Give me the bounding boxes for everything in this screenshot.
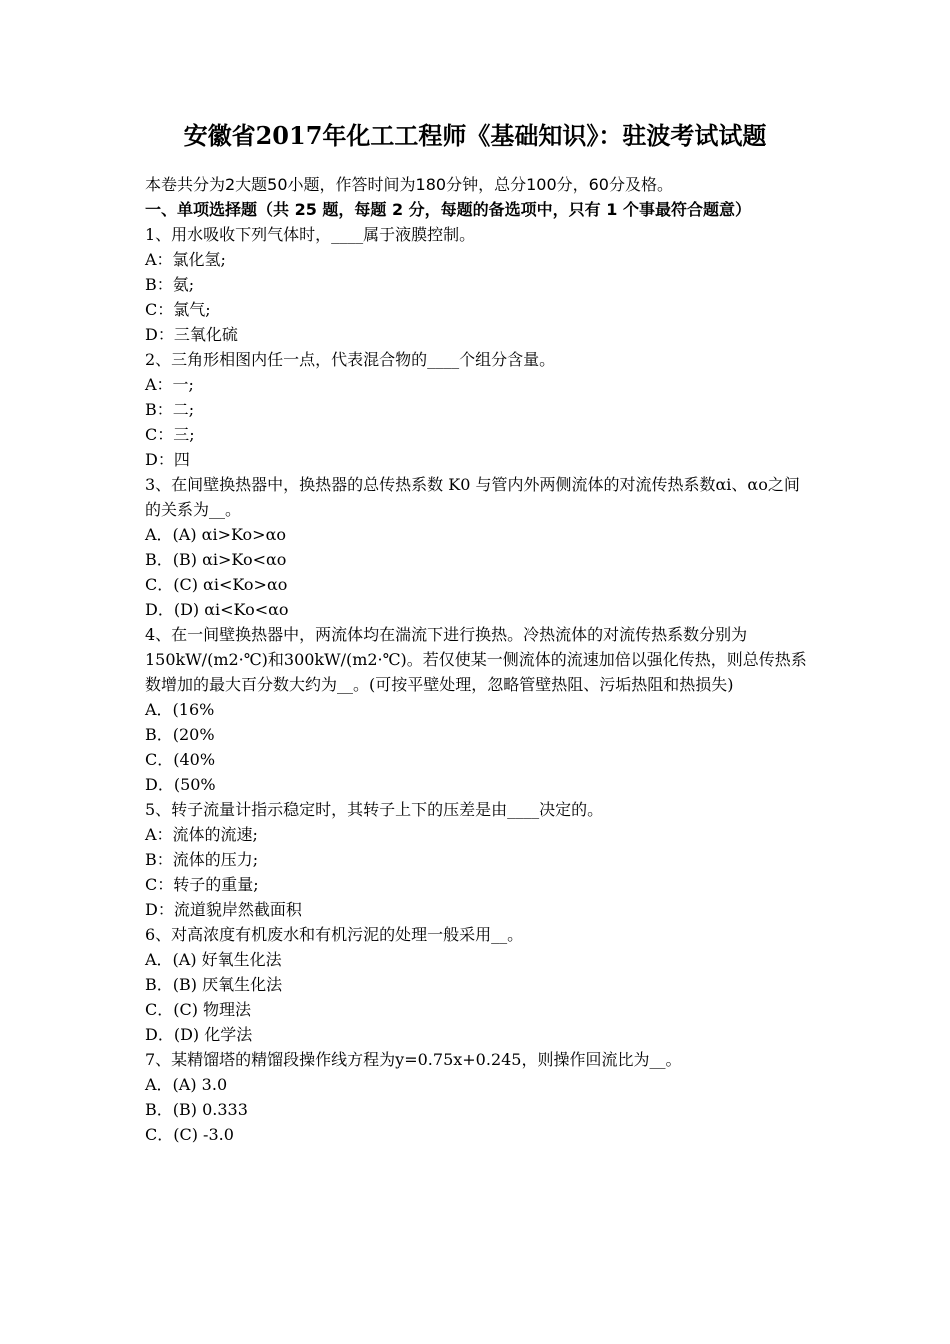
option-c: C：氯气;	[145, 300, 211, 319]
section-heading: 一、单项选择题（共 25 题，每题 2 分，每题的备选项中，只有 1 个事最符合题意）	[145, 200, 751, 219]
option-b: B：二;	[145, 400, 195, 419]
option-d: D：流道貌岸然截面积	[145, 900, 302, 919]
option-b: B：氨;	[145, 275, 195, 294]
option-b: B：流体的压力;	[145, 850, 259, 869]
option-b: B．(20%	[145, 725, 215, 744]
question-stem: 1、用水吸收下列气体时，____属于液膜控制。	[145, 225, 476, 244]
question-stem: 2、三角形相图内任一点，代表混合物的____个组分含量。	[145, 350, 556, 369]
question-7	[145, 1047, 815, 1147]
option-c: C：三;	[145, 425, 195, 444]
question-stem: 5、转子流量计指示稳定时，其转子上下的压差是由____决定的。	[145, 800, 604, 819]
option-c: C．(C) αi<Ko>αo	[145, 575, 288, 594]
question-2	[145, 347, 815, 472]
question-stem: 3、在间壁换热器中，换热器的总传热系数 K0 与管内外两侧流体的对流传热系数αi、αo之间的关系为__。	[145, 475, 800, 519]
question-4	[145, 622, 815, 797]
option-c: C．(C) -3.0	[145, 1125, 234, 1144]
option-d: D．(D) αi<Ko<αo	[145, 600, 289, 619]
option-c: C：转子的重量;	[145, 875, 259, 894]
option-b: B．(B) αi>Ko<αo	[145, 550, 287, 569]
exam-intro: 本卷共分为2大题50小题，作答时间为180分钟，总分100分，60分及格。	[145, 175, 673, 194]
option-a: A．(A) 好氧生化法	[145, 950, 282, 969]
question-6	[145, 922, 815, 1047]
option-b: B．(B) 厌氧生化法	[145, 975, 283, 994]
option-a: A：一;	[145, 375, 194, 394]
option-a: A：氯化氢;	[145, 250, 226, 269]
option-b: B．(B) 0.333	[145, 1100, 248, 1119]
option-d: D．(D) 化学法	[145, 1025, 253, 1044]
question-1	[145, 222, 815, 347]
question-3	[145, 472, 815, 622]
option-d: D：四	[145, 450, 190, 469]
option-a: A：流体的流速;	[145, 825, 258, 844]
option-d: D．(50%	[145, 775, 216, 794]
option-c: C．(40%	[145, 750, 216, 769]
question-stem: 7、某精馏塔的精馏段操作线方程为y=0.75x+0.245，则操作回流比为__。	[145, 1050, 682, 1069]
page-title: 安徽省2017年化工工程师《基础知识》：驻波考试试题	[183, 121, 767, 150]
document-body	[145, 172, 815, 1147]
option-d: D：三氧化硫	[145, 325, 238, 344]
question-5	[145, 797, 815, 922]
question-stem: 6、对高浓度有机废水和有机污泥的处理一般采用__。	[145, 925, 524, 944]
question-stem: 4、在一间壁换热器中，两流体均在湍流下进行换热。冷热流体的对流传热系数分别为150kW/(m2·℃)和300kW/(m2·℃)。若仅使某一侧流体的流速加倍以强化传热，则总传热系数增加的最大百分数大约为__。(可按平壁处理，忽略管壁热阻、污垢热阻和热损失)	[145, 625, 807, 694]
option-a: A．(A) αi>Ko>αo	[145, 525, 287, 544]
option-a: A．(A) 3.0	[145, 1075, 228, 1094]
option-c: C．(C) 物理法	[145, 1000, 252, 1019]
option-a: A．(16%	[145, 700, 215, 719]
